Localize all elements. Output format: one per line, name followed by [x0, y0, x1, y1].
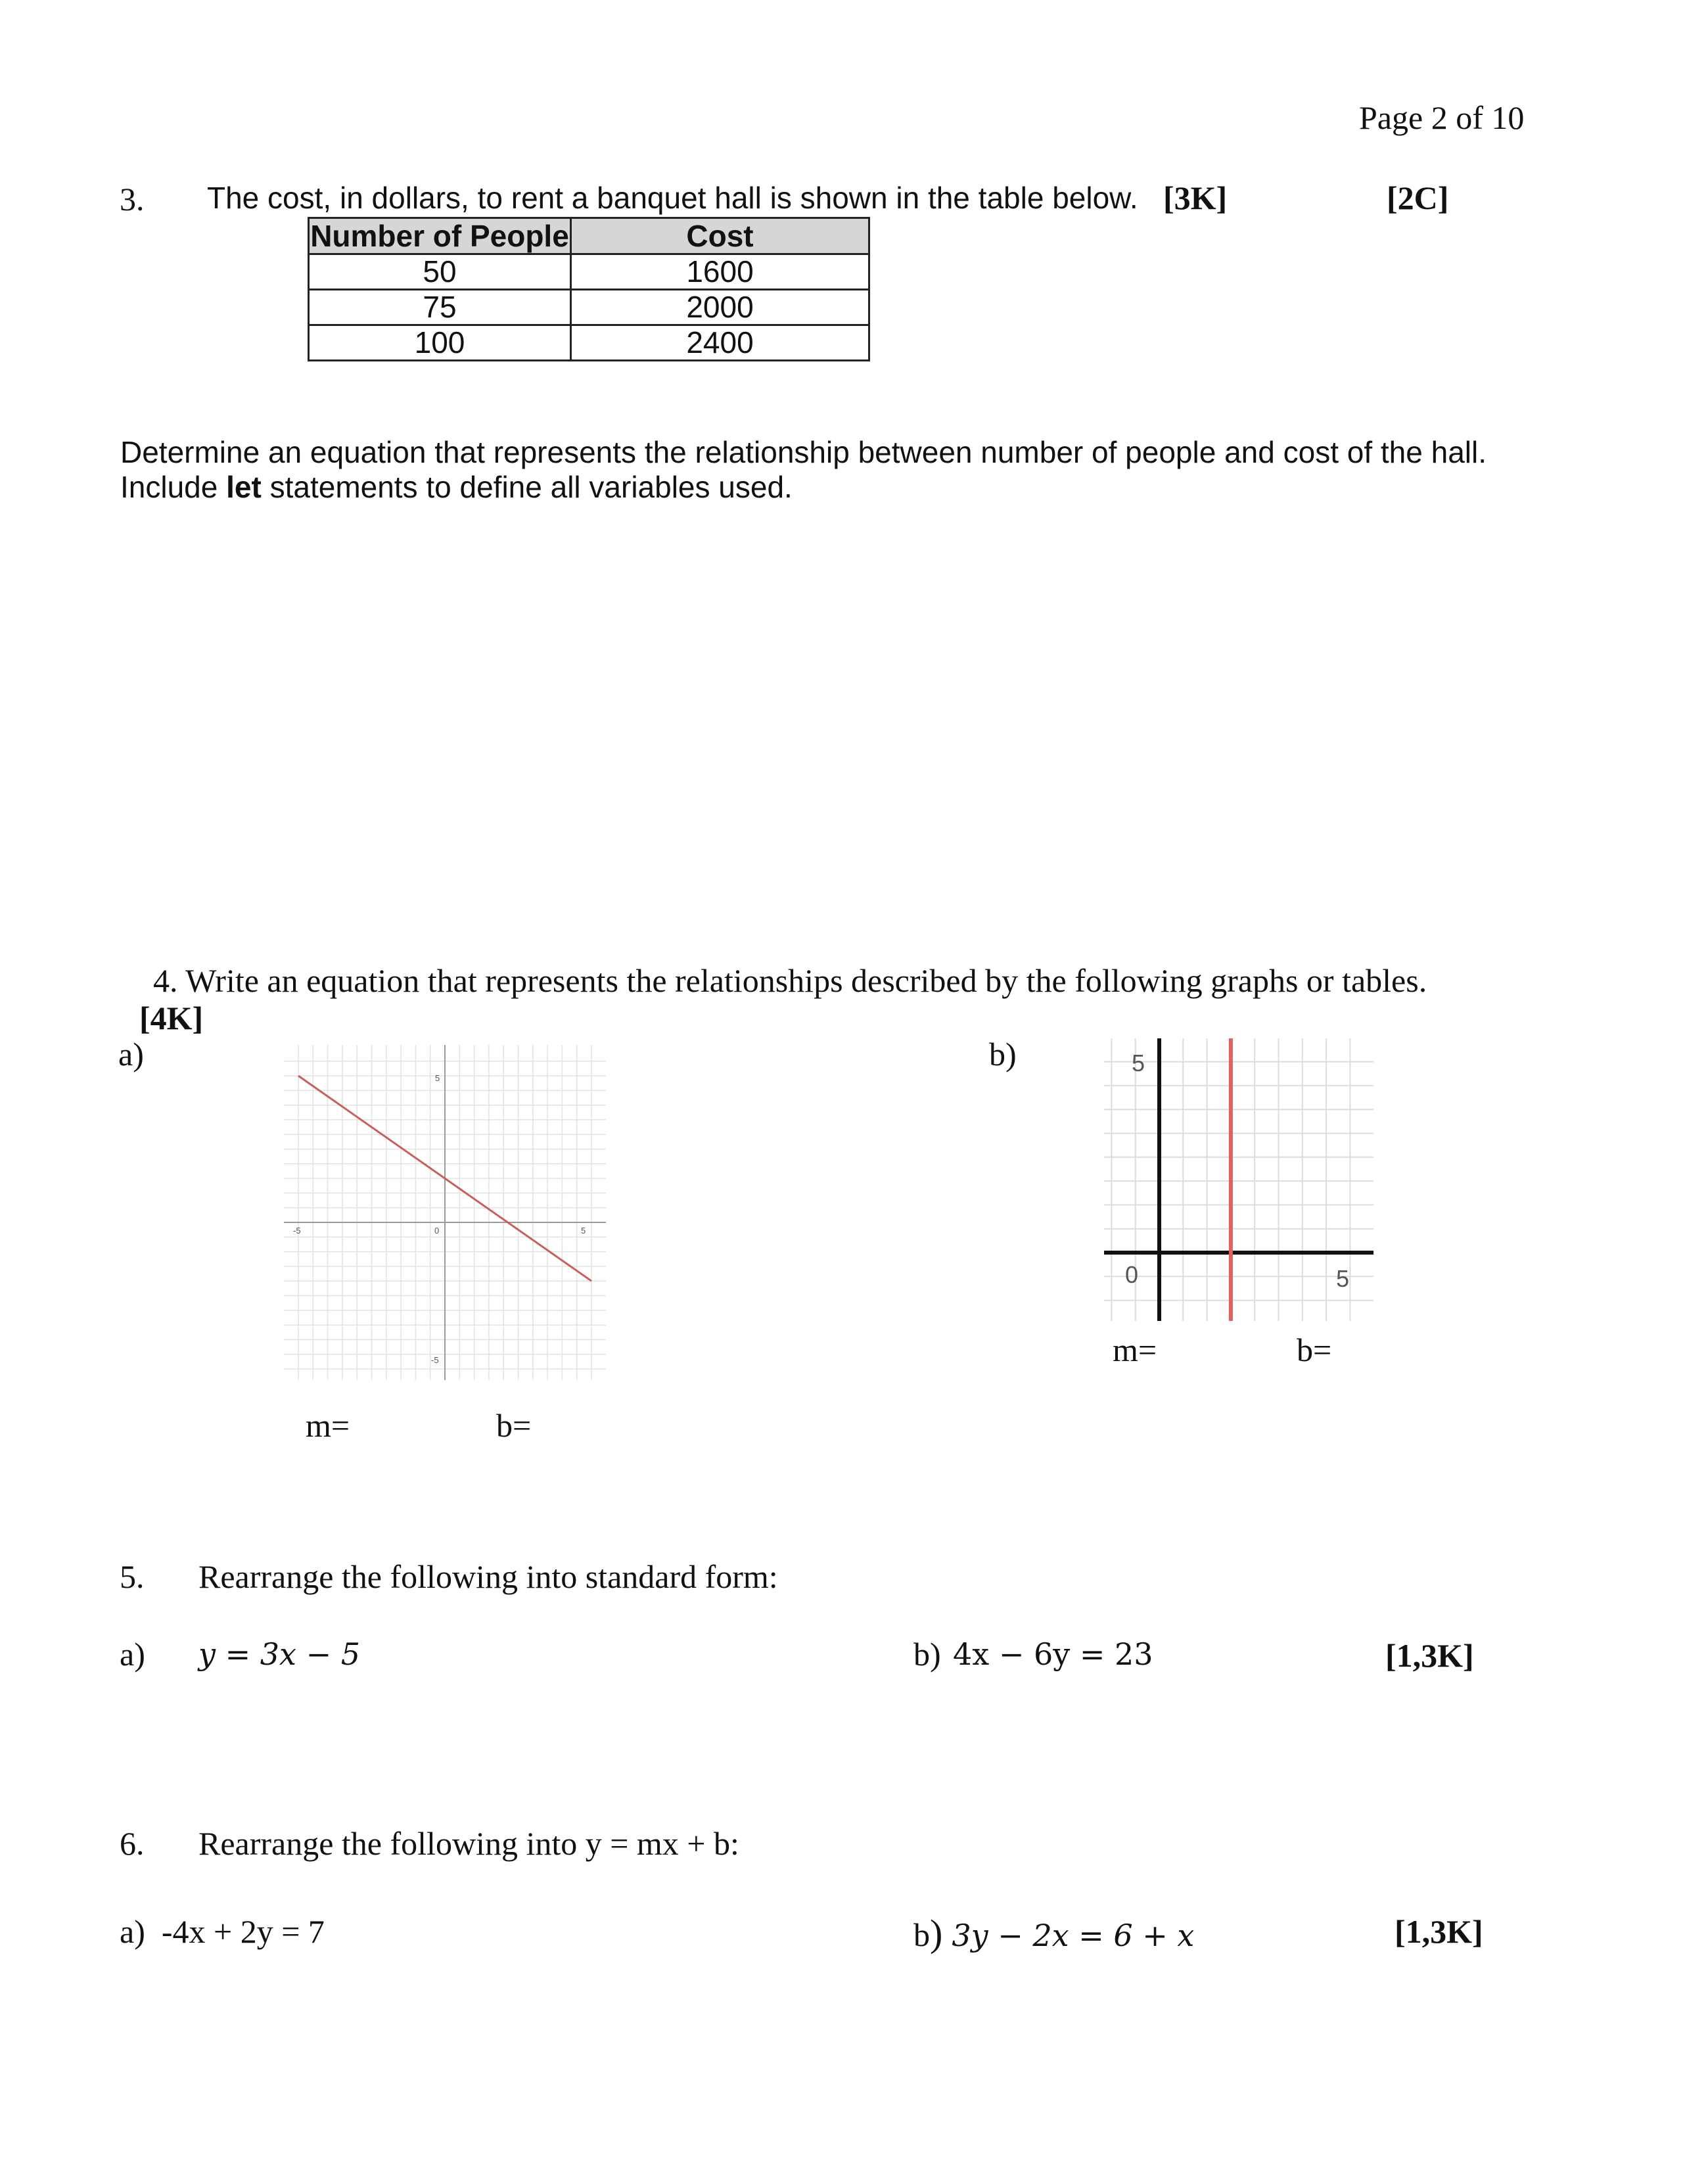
q5-prompt: Rearrange the following into standard form:	[198, 1558, 778, 1595]
header-number-of-people: Number of People	[309, 218, 571, 254]
q4b-m-label: m=	[1113, 1331, 1157, 1368]
instruction-text: Include	[120, 470, 227, 504]
q6b-paren: )	[930, 1912, 943, 1954]
graph-a-tick-x-neg: -5	[293, 1226, 301, 1236]
cost-table	[308, 217, 870, 361]
q5b-equation: 4x − 6y = 23	[953, 1636, 1153, 1672]
table-row	[309, 254, 869, 290]
cell-cost: 2000	[571, 290, 869, 325]
table-row	[309, 290, 869, 325]
graph-a-tick-x-pos: 5	[581, 1226, 586, 1236]
q3-number: 3.	[120, 181, 145, 218]
graph-a-tick-y-neg: -5	[431, 1355, 439, 1365]
q4-marks: [4K]	[139, 1000, 204, 1036]
header-cost: Cost	[571, 218, 869, 254]
cell-cost: 2400	[571, 325, 869, 361]
graph-a-tick-origin: 0	[434, 1226, 440, 1236]
q5-marks: [1,3K]	[1385, 1637, 1474, 1674]
q6a-equation: a) -4x + 2y = 7	[120, 1913, 325, 1950]
instruction-let-keyword: let	[226, 470, 262, 504]
instruction-text: statements to define all variables used.	[261, 470, 793, 504]
graph-a-tick-y-pos: 5	[435, 1073, 440, 1083]
graph-b-tick-origin: 0	[1125, 1261, 1139, 1288]
q6-number: 6.	[120, 1825, 145, 1862]
q3-instruction-line2	[120, 469, 793, 505]
cell-people: 100	[309, 325, 571, 361]
graph-b	[1104, 1038, 1380, 1328]
q3-instruction-line1: Determine an equation that represents the relationship between number of people and cost of the hall.	[120, 435, 1487, 469]
graph-b-tick-x-right: 5	[1336, 1265, 1350, 1292]
q6-prompt: Rearrange the following into y = mx + b:	[198, 1825, 739, 1862]
q6b-label: b	[913, 1916, 930, 1953]
graph-b-grid	[1104, 1038, 1373, 1321]
graph-a	[284, 1045, 606, 1380]
graph-b-tick-y-top: 5	[1132, 1050, 1145, 1076]
page-number: Page 2 of 10	[1359, 99, 1525, 136]
q6b	[913, 1911, 1194, 1955]
q4a-m-label: m=	[306, 1407, 350, 1444]
q5-number: 5.	[120, 1558, 145, 1595]
q4b-label: b)	[989, 1036, 1017, 1073]
q4a-label: a)	[118, 1036, 144, 1073]
q3-marks-k: [3K]	[1163, 179, 1228, 216]
q6b-equation: 3y − 2x = 6 + x	[952, 1918, 1195, 1953]
q3-prompt: The cost, in dollars, to rent a banquet hall is shown in the table below.	[207, 181, 1138, 215]
q3-marks-c: [2C]	[1387, 179, 1449, 216]
cell-people: 75	[309, 290, 571, 325]
q5b-label: b)	[913, 1636, 941, 1673]
q6-marks: [1,3K]	[1395, 1913, 1483, 1950]
q4b-b-label: b=	[1297, 1331, 1332, 1368]
cell-cost: 1600	[571, 254, 869, 290]
cell-people: 50	[309, 254, 571, 290]
q5a-label: a)	[120, 1636, 145, 1673]
q4a-b-label: b=	[496, 1407, 532, 1444]
table-row	[309, 325, 869, 361]
q5a-equation: y = 3x − 5	[198, 1636, 361, 1672]
q4-prompt: 4. Write an equation that represents the relationships described by the following graphs or tables.	[153, 962, 1427, 999]
table-header-row	[309, 218, 869, 254]
